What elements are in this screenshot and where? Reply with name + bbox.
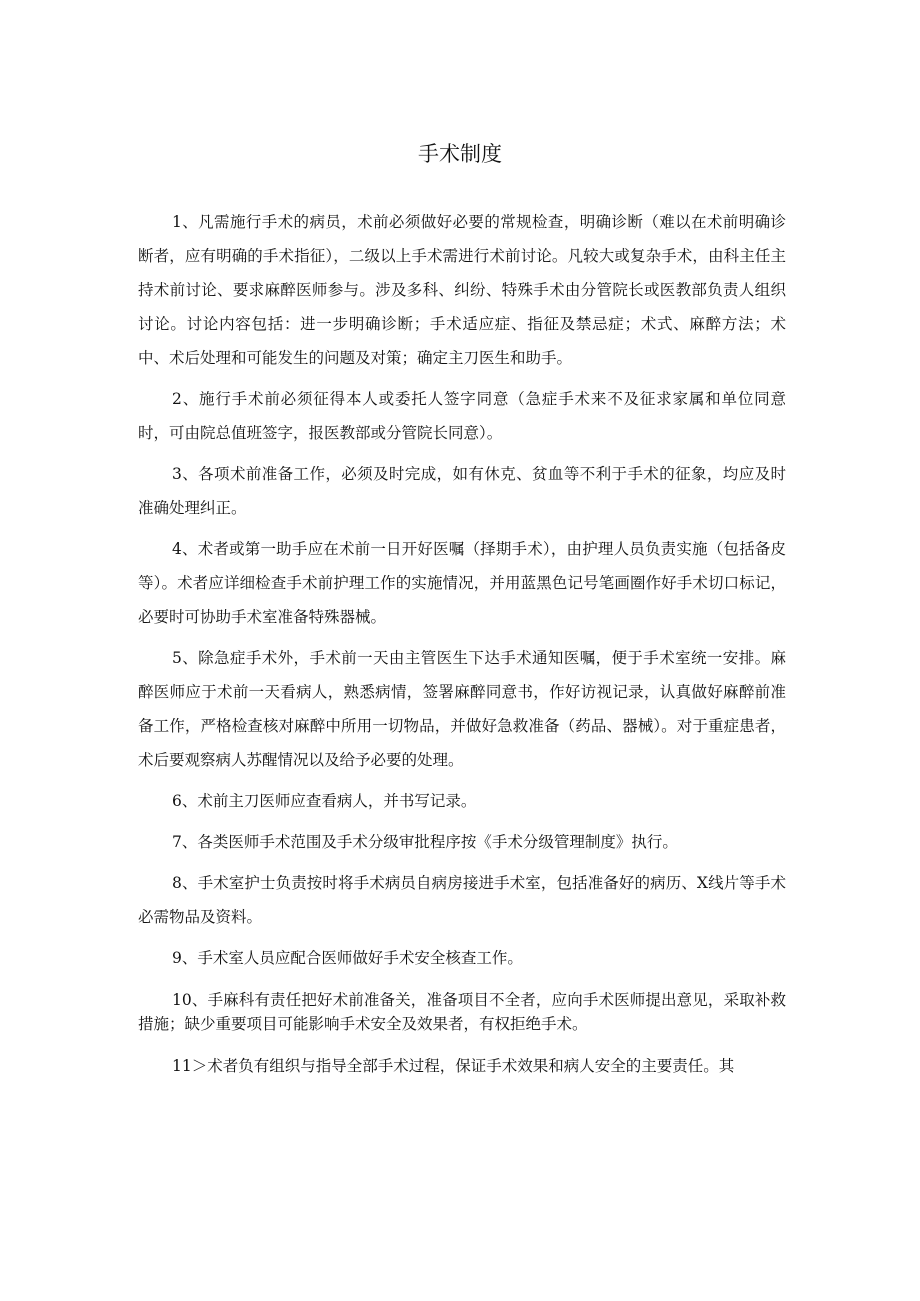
document-title: 手术制度 [418,142,502,166]
paragraph-6: 6、术前主刀医师应查看病人，并书写记录。 [172,792,477,810]
paragraph-1: 1、凡需施行手术的病员，术前必须做好必要的常规检查，明确诊断（难以在术前明确诊断者，应有明确的手术指征），二级以上手术需进行术前讨论。凡较大或复杂手术，由科主任主持术前讨论、要求麻醉医师参与。涉及多科、纠纷、特殊手术由分管院长或医教部负责人组织讨论。讨论内容包括：进一步明确诊断；手术适应症、指征及禁忌症；术式、麻醉方法；术中、术后处理和可能发生的问题及对策；确定主刀医生和助手。 [138,213,786,367]
paragraph-5: 5、除急症手术外，手术前一天由主管医生下达手术通知医嘱，便于手术室统一安排。麻醉医师应于术前一天看病人，熟悉病情，签署麻醉同意书，作好访视记录，认真做好麻醉前准备工作，严格检查核对麻醉中所用一切物品，并做好急救准备（药品、器械）。对于重症患者，术后要观察病人苏醒情况以及给予必要的处理。 [138,649,786,769]
paragraph-9: 9、手术室人员应配合医师做好手术安全核查工作。 [172,949,523,967]
paragraph-4: 4、术者或第一助手应在术前一日开好医嘱（择期手术），由护理人员负责实施（包括备皮等）。术者应详细检查手术前护理工作的实施情况，并用蓝黑色记号笔画圈作好手术切口标记，必要时可协助手术室准备特殊器械。 [138,540,786,626]
paragraph-11: 11＞术者负有组织与指导全部手术过程，保证手术效果和病人安全的主要责任。其 [172,1057,735,1075]
paragraph-3: 3、各项术前准备工作，必须及时完成，如有休克、贫血等不利于手术的征象，均应及时准确处理纠正。 [138,465,786,517]
document-body [138,205,786,1083]
paragraph-8: 8、手术室护士负责按时将手术病员自病房接进手术室，包括准备好的病历、X线片等手术必需物品及资料。 [138,874,786,926]
paragraph-2: 2、施行手术前必须征得本人或委托人签字同意（急症手术来不及征求家属和单位同意时，可由院总值班签字，报医教部或分管院长同意）。 [138,390,786,442]
paragraph-7: 7、各类医师手术范围及手术分级审批程序按《手术分级管理制度》执行。 [172,833,678,851]
paragraph-10: 10、手麻科有责任把好术前准备关，准备项目不全者，应向手术医师提出意见，采取补救措施；缺少重要项目可能影响手术安全及效果者，有权拒绝手术。 [138,991,786,1033]
